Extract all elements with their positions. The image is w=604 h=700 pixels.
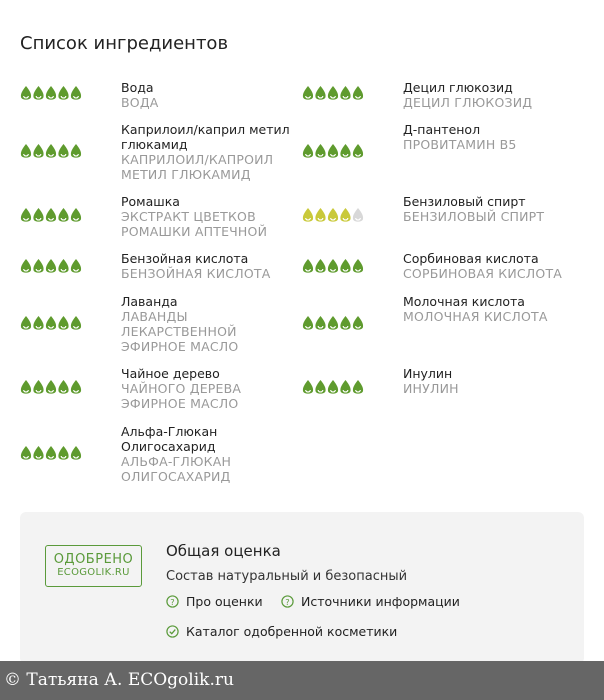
ingredient-name: Лаванда [121,294,178,309]
approved-catalog-link[interactable] [166,624,397,639]
rating-drops [20,204,84,228]
ingredient-name: Д-пантенол [403,122,481,137]
ingredient-text [121,194,281,239]
rating-drops [302,312,366,336]
rating-drops [20,255,84,279]
ingredient-inci: ЧАЙНОГО ДЕРЕВА ЭФИРНОЕ МАСЛО [121,381,242,411]
badge-title: ОДОБРЕНО [53,552,134,567]
about-ratings-label: Про оценки [186,594,263,609]
ingredient-name: Сорбиновая кислота [403,251,539,266]
ingredient-inci: БЕНЗИЛОВЫЙ СПИРТ [403,209,545,224]
ingredient-name: Молочная кислота [403,294,525,309]
overall-rating-card [20,512,584,664]
ingredient-text [403,251,583,281]
ingredient-text [121,122,303,182]
ingredient-text [121,424,281,484]
ingredient-name: Ромашка [121,194,180,209]
ingredient-inci: КАПРИЛОИЛ/КАПРОИЛ МЕТИЛ ГЛЮКАМИД [121,152,274,182]
ingredient-name: Бензойная кислота [121,251,249,266]
rating-drops [302,82,366,106]
ingredient-text [121,366,281,411]
sources-label: Источники информации [301,594,460,609]
approved-badge [45,545,142,587]
rating-drops [20,376,84,400]
help-icon [281,595,294,608]
about-ratings-link[interactable] [166,594,263,609]
ingredient-text [121,251,281,281]
check-circle-icon [166,625,179,638]
ingredient-inci: ЛАВАНДЫ ЛЕКАРСТВЕННОЙ ЭФИРНОЕ МАСЛО [121,309,239,354]
sources-link[interactable] [281,594,460,609]
ingredient-text [403,80,583,110]
ingredient-text [403,122,583,152]
rating-drops [20,312,84,336]
ingredient-inci: ДЕЦИЛ ГЛЮКОЗИД [403,95,533,110]
ingredient-inci: ИНУЛИН [403,381,459,396]
ingredient-text [403,366,583,396]
card-description: Состав натуральный и безопасный [166,569,408,584]
ingredient-name: Инулин [403,366,453,381]
rating-drops [302,140,366,164]
rating-drops [20,140,84,164]
rating-drops [20,82,84,106]
card-title: Общая оценка [166,542,281,560]
ingredient-text [403,294,583,324]
ingredient-inci: БЕНЗОЙНАЯ КИСЛОТА [121,266,271,281]
rating-drops [302,376,366,400]
ingredient-name: Бензиловый спирт [403,194,526,209]
ingredient-name: Каприлоил/каприл метил глюкамид [121,122,290,152]
ingredient-name: Альфа-Глюкан Олигосахарид [121,424,218,454]
ingredient-name: Децил глюкозид [403,80,513,95]
approved-catalog-label: Каталог одобренной косметики [186,624,398,639]
help-icon [166,595,179,608]
ingredient-inci: МОЛОЧНАЯ КИСЛОТА [403,309,548,324]
ingredient-inci: СОРБИНОВАЯ КИСЛОТА [403,266,563,281]
rating-drops [302,255,366,279]
svg-text:?: ? [170,596,175,607]
ingredient-inci: ВОДА [121,95,159,110]
watermark-footer: © Татьяна А. ECOgolik.ru [0,661,604,700]
section-title: Список ингредиентов [20,33,229,54]
ingredient-text [121,80,281,110]
ingredient-name: Вода [121,80,154,95]
ingredient-text [403,194,583,224]
ingredient-text [121,294,281,354]
badge-site: ECOGOLIK.RU [57,567,130,578]
ingredient-inci: ПРОВИТАМИН B5 [403,137,517,152]
ingredient-inci: ЭКСТРАКТ ЦВЕТКОВ РОМАШКИ АПТЕЧНОЙ [121,209,268,239]
rating-drops [302,204,366,228]
rating-drops [20,442,84,466]
svg-text:?: ? [285,596,290,607]
ingredient-name: Чайное дерево [121,366,220,381]
ingredient-inci: АЛЬФА-ГЛЮКАН ОЛИГОСАХАРИД [121,454,232,484]
